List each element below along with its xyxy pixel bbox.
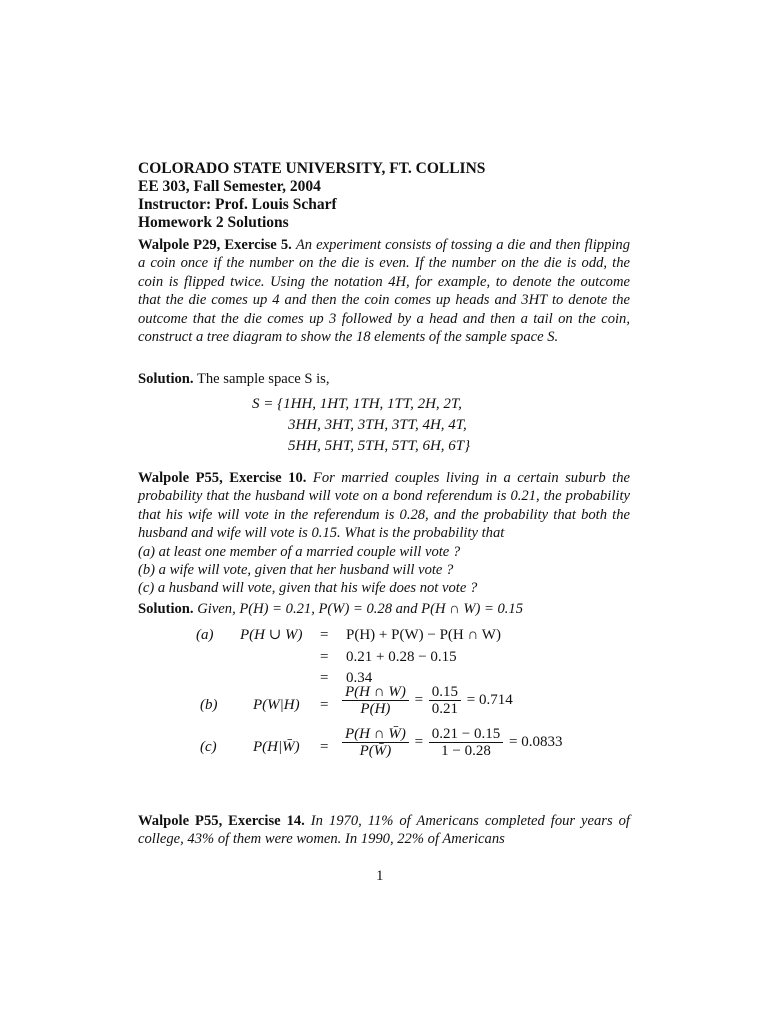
- sample-space-line-3: 5HH, 5HT, 5TH, 5TT, 6H, 6T}: [288, 438, 471, 454]
- eq-c-fraction-1: $\frac{P(H \cap W̄)}{P(W̄)}$: [342, 726, 409, 759]
- eq-a-equals-1: =: [320, 627, 329, 643]
- problem-2-text: For married couples living in a certain suburb the probability that the husband will vote on a bond referendum is 0.21, the probability that his wife will vote in the referendum is 0.28, and the probability that both the husband and wife will vote is 0.15. What is the probability that: [138, 470, 630, 542]
- eq-a-equals-3: =: [320, 670, 329, 686]
- problem-1: [138, 236, 630, 346]
- page-number: 1: [376, 868, 384, 884]
- eq-c-equals: =: [320, 739, 329, 755]
- problem-3-heading: Walpole P55, Exercise 14.: [138, 813, 305, 829]
- eq-b-fraction-1: $\frac{P(H \cap W)}{P(H)}$: [342, 684, 409, 717]
- solution-2-text: Given, P(H) = 0.21, P(W) = 0.28 and P(H ∩ W) = 0.15: [197, 601, 524, 617]
- eq-c-fraction-2: $\frac{0.21 - 0.15}{1 - 0.28}$: [429, 726, 503, 759]
- eq-a-rhs-1: P(H) + P(W) − P(H ∩ W): [346, 627, 501, 643]
- eq-a-lhs: P(H ∪ W): [240, 627, 303, 643]
- solution-2: [138, 600, 630, 618]
- course-line: EE 303, Fall Semester, 2004: [138, 178, 321, 195]
- eq-c-result: = 0.0833: [509, 733, 563, 750]
- solution-1-label: Solution.: [138, 371, 194, 387]
- eq-b-fraction-2: $\frac{0.15}{0.21}$: [429, 684, 461, 717]
- eq-b-equals: =: [320, 697, 329, 713]
- problem-2-part-a: (a) at least one member of a married couple will vote ?: [138, 543, 461, 560]
- instructor-line: Instructor: Prof. Louis Scharf: [138, 196, 337, 213]
- homework-title: Homework 2 Solutions: [138, 214, 289, 231]
- problem-1-heading: Walpole P29, Exercise 5.: [138, 237, 292, 253]
- problem-1-text: An experiment consists of tossing a die and then flipping a coin once if the number on the die is even. If the number on the die is odd, the coin is flipped twice. Using the notation 4H, for example, to denote the outcome that the die comes up 4 and then the coin comes up heads and 3HT to denote the outcome that the die comes up 3 followed by a head and then a tail on the coin, construct a tree diagram to show the 18 elements of the sample space S.: [138, 237, 631, 346]
- eq-b-result: = 0.714: [466, 691, 513, 708]
- problem-3-text: In 1970, 11% of Americans completed four years of college, 43% of them were women. In 1990, 22% of Americans: [138, 813, 630, 848]
- eq-b-rhs: $\frac{P(H \cap W)}{P(H)}$ = $\frac{0.15}{0.21}$ = 0.714: [340, 684, 513, 717]
- eq-a-rhs-2: 0.21 + 0.28 − 0.15: [346, 649, 457, 665]
- solution-2-label: Solution.: [138, 601, 194, 617]
- eq-a-equals-2: =: [320, 649, 329, 665]
- solution-1: [138, 370, 630, 388]
- eq-a-label: (a): [196, 627, 214, 643]
- sample-space-line-2: 3HH, 3HT, 3TH, 3TT, 4H, 4T,: [288, 417, 467, 433]
- problem-2: [138, 469, 630, 598]
- eq-b-label: (b): [200, 697, 218, 713]
- eq-c-rhs: $\frac{P(H \cap W̄)}{P(W̄)}$ = $\frac{0.21 - 0.15}{1 - 0.28}$ = 0.0833: [340, 726, 562, 759]
- problem-2-heading: Walpole P55, Exercise 10.: [138, 470, 307, 486]
- university-title: COLORADO STATE UNIVERSITY, FT. COLLINS: [138, 160, 486, 177]
- problem-2-part-b: (b) a wife will vote, given that her husband will vote ?: [138, 562, 454, 579]
- eq-b-lhs: P(W|H): [253, 697, 300, 713]
- sample-space-line-1: S = {1HH, 1HT, 1TH, 1TT, 2H, 2T,: [252, 396, 462, 412]
- eq-a-rhs-3: 0.34: [346, 670, 373, 686]
- eq-c-lhs: P(H|W̄): [253, 739, 300, 755]
- solution-1-text: The sample space S is,: [196, 371, 330, 387]
- eq-c-label: (c): [200, 739, 217, 755]
- problem-2-part-c: (c) a husband will vote, given that his wife does not vote ?: [138, 580, 478, 597]
- problem-3: [138, 812, 630, 849]
